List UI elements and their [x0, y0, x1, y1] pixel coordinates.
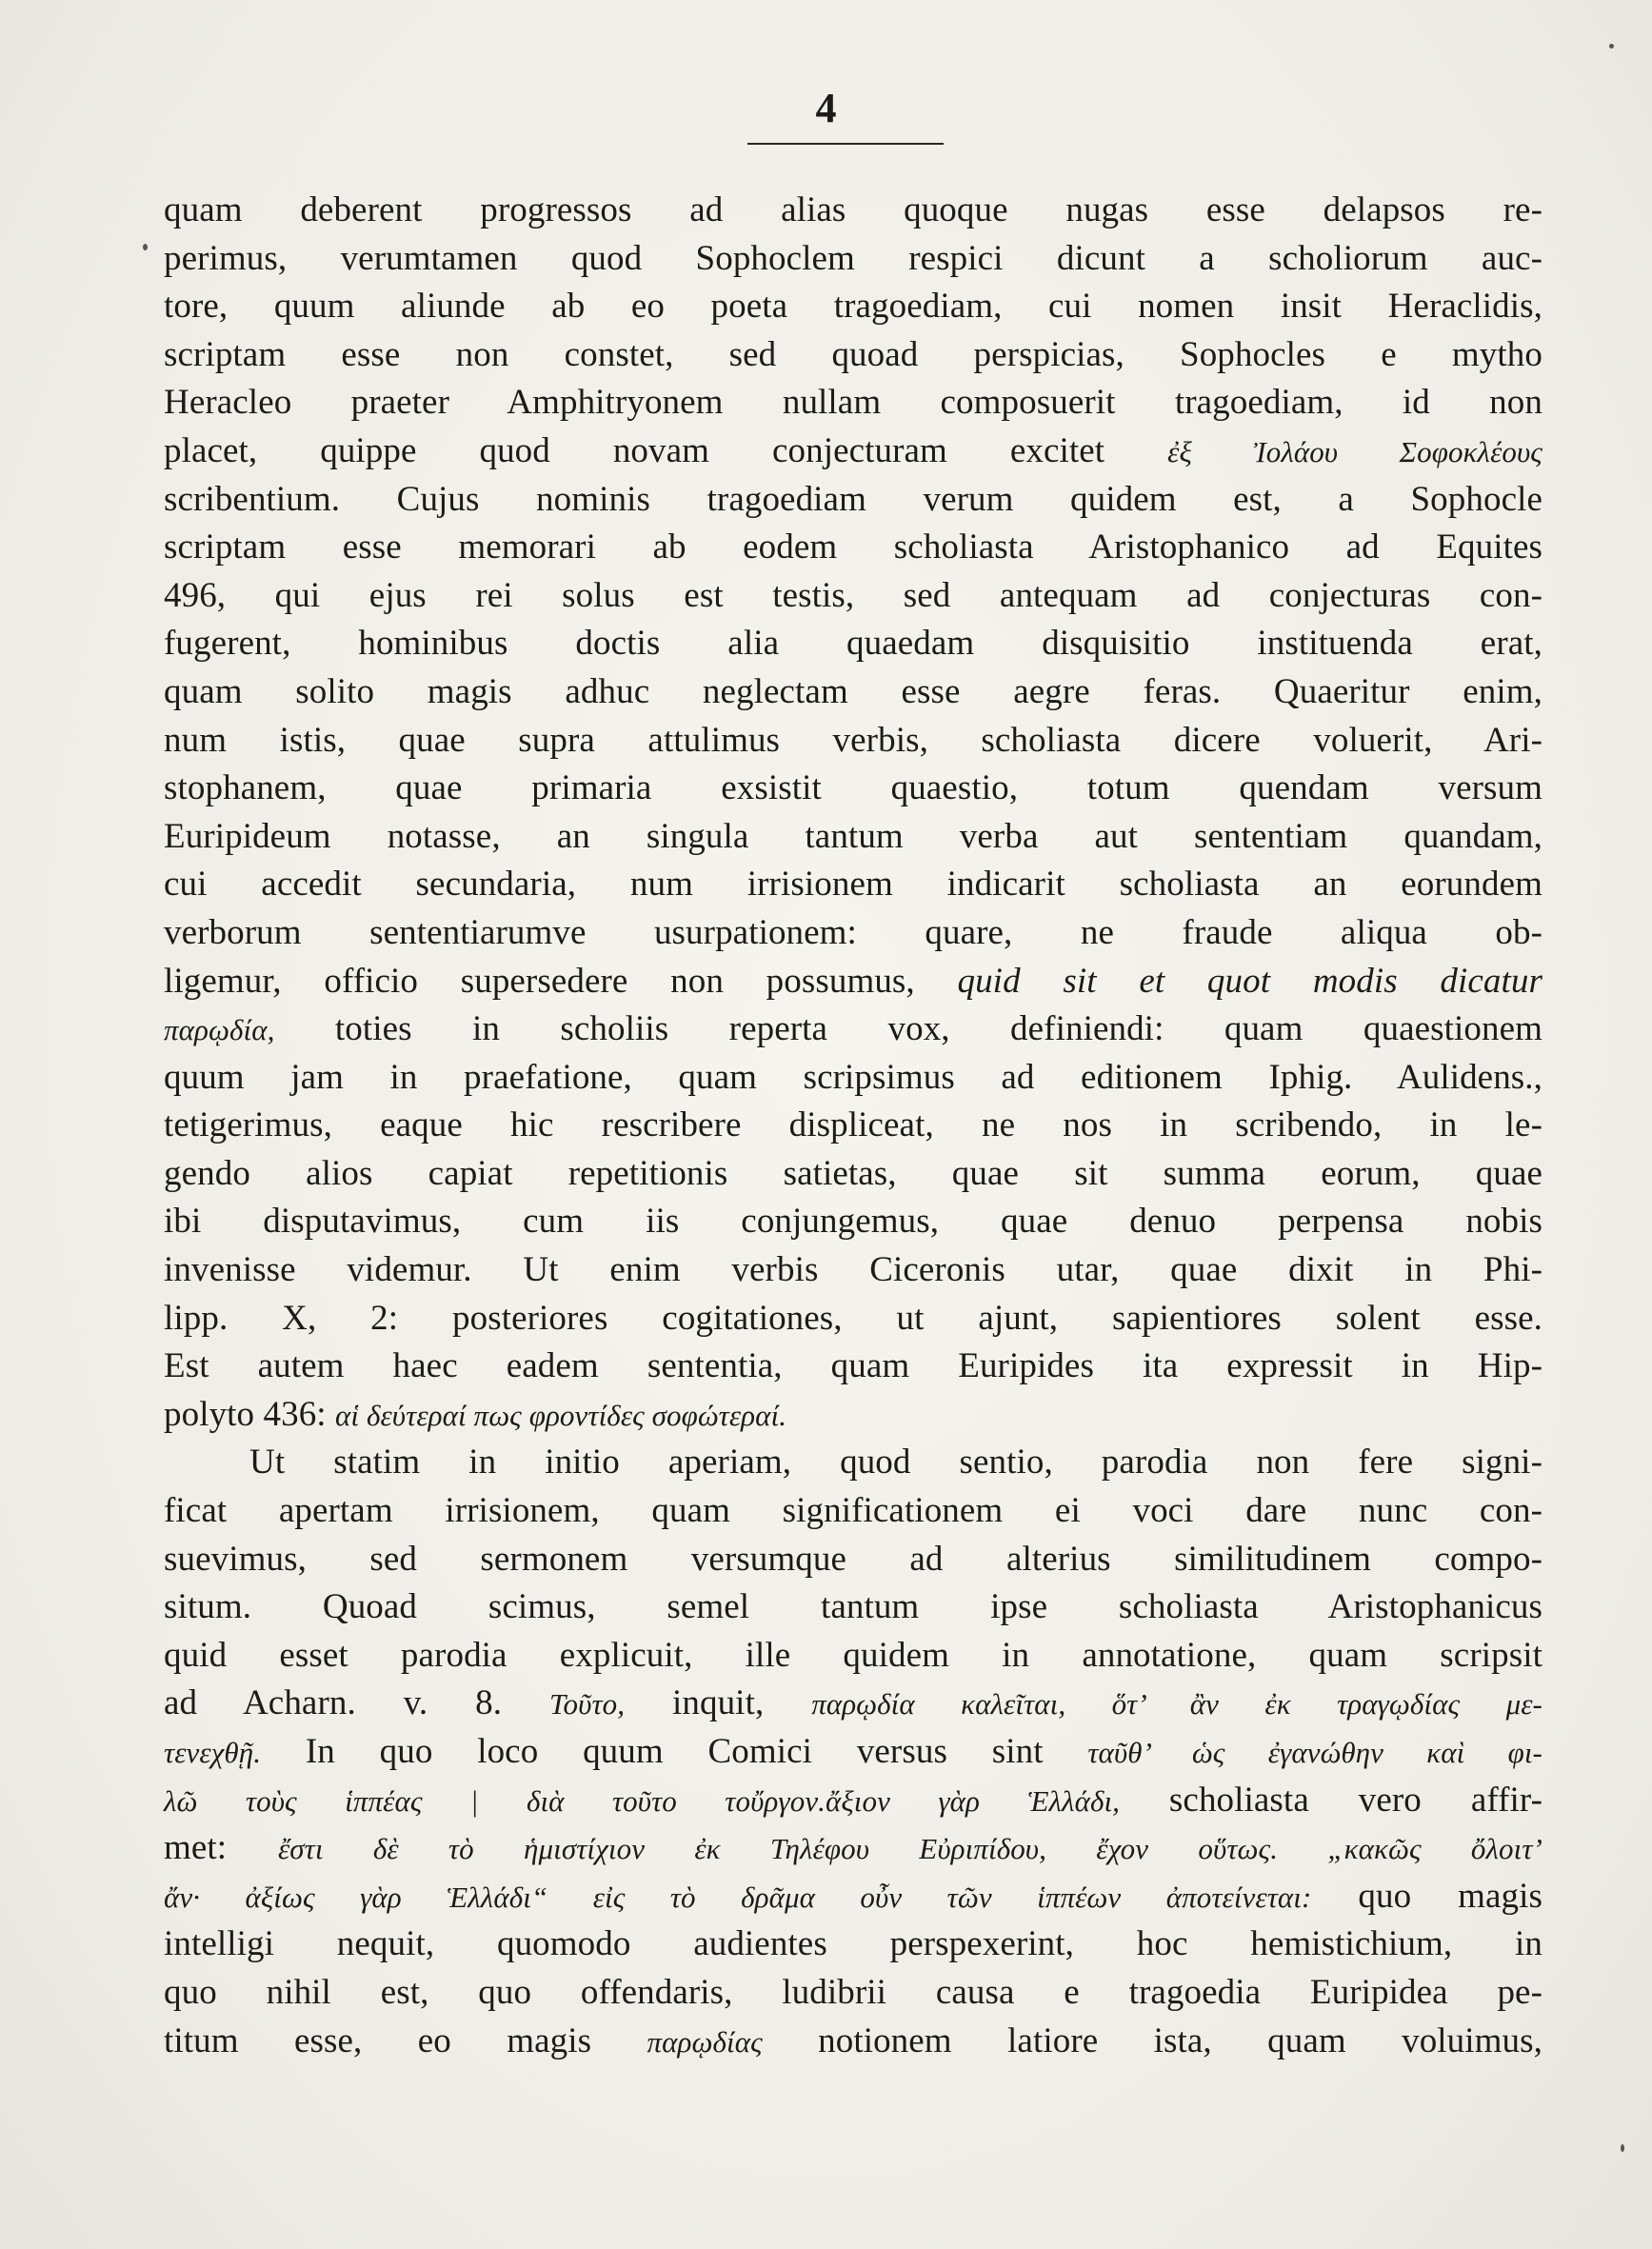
text-line — [164, 187, 1543, 235]
text-line — [164, 1246, 1543, 1295]
latin-text: ibi disputavimus, cum iis conjungemus, quae denuo perpensa nobis — [164, 1202, 1543, 1242]
greek-quotation: Τοῦτο, — [549, 1687, 626, 1722]
text-line — [164, 1343, 1543, 1391]
latin-text: invenisse videmur. Ut enim verbis Ciceronis utar, quae dixit in Phi- — [164, 1250, 1543, 1290]
latin-text: fugerent, hominibus doctis alia quaedam disquisitio instituenda erat, — [164, 624, 1543, 664]
latin-text: cui accedit secundaria, num irrisionem indicarit scholiasta an eorundem — [164, 865, 1543, 905]
text-line — [164, 1439, 1543, 1487]
text-line — [164, 1005, 1543, 1054]
italic-phrase: quid sit et quot modis dicatur — [957, 961, 1543, 1001]
greek-quotation: τενεχθῇ. — [164, 1736, 262, 1769]
latin-text: perimus, verumtamen quod Sophoclem respici dicunt a scholiorum auc- — [164, 238, 1543, 278]
text-line — [164, 2018, 1543, 2066]
text-line — [164, 235, 1543, 284]
greek-quotation: παρῳδία καλεῖται, ὅτ’ ἂν ἐκ τραγῳδίας με- — [811, 1687, 1543, 1722]
print-speck — [143, 244, 148, 250]
text-line — [164, 1728, 1543, 1777]
latin-text: quam deberent progressos ad alias quoque nugas esse delapsos re- — [164, 190, 1543, 229]
text-line — [164, 1150, 1543, 1199]
text-line — [164, 379, 1543, 428]
text-line — [164, 1391, 1543, 1440]
latin-text: scriptam esse non constet, sed quoad perspicias, Sophocles e mytho — [164, 334, 1543, 374]
text-line — [164, 958, 1543, 1006]
text-line — [164, 331, 1543, 380]
latin-text: Euripideum notasse, an singula tantum verba aut sententiam quandam, — [164, 816, 1543, 856]
text-line — [164, 1487, 1543, 1536]
text-line — [164, 476, 1543, 525]
text-line — [164, 1824, 1543, 1873]
latin-text: tore, quum aliunde ab eo poeta tragoediam, cui nomen insit Heraclidis, — [164, 287, 1543, 327]
greek-quotation: παρῳδία, — [164, 1013, 275, 1047]
text-line — [164, 765, 1543, 813]
greek-quotation: ἐξ Ἰολάου Σοφοκλέους — [1167, 434, 1543, 468]
greek-quotation: ἄν· ἀξίως γὰρ Ἑλλάδι“ εἰς τὸ δρᾶμα οὖν τῶν ἱππέων ἀποτείνεται: — [164, 1880, 1312, 1914]
latin-text: scriptam esse memorari ab eodem scholiasta Aristophanico ad Equites — [164, 527, 1543, 567]
text-line — [164, 1054, 1543, 1103]
paragraph-1 — [164, 187, 1543, 1439]
latin-text: placet, quippe quod novam conjecturam excitet — [164, 430, 1168, 470]
text-line — [164, 1583, 1543, 1632]
text-line — [164, 620, 1543, 668]
print-speck — [1621, 2144, 1624, 2152]
latin-text: polyto 436: — [164, 1394, 336, 1434]
text-line — [164, 572, 1543, 621]
latin-text: inquit, — [625, 1683, 812, 1723]
latin-text: num istis, quae supra attulimus verbis, scholiasta dicere voluerit, Ari- — [164, 720, 1543, 760]
text-line — [164, 1680, 1543, 1728]
text-line — [164, 428, 1543, 476]
latin-text: toties in scholiis reperta vox, definiendi: quam quaestionem — [274, 1009, 1543, 1049]
text-line — [164, 1198, 1543, 1246]
latin-text: scholiasta vero affir- — [1120, 1780, 1543, 1820]
latin-text: titum esse, eo magis — [164, 2020, 647, 2060]
greek-quotation: ταῦθ’ ὡς ἐγανώθην καὶ φι- — [1087, 1736, 1543, 1769]
text-line — [164, 1921, 1543, 1969]
latin-text: In quo loco quum Comici versus sint — [261, 1732, 1088, 1771]
latin-text: ligemur, officio supersedere non possumus, — [164, 961, 958, 1001]
latin-text: ficat apertam irrisionem, quam significationem ei voci dare nunc con- — [164, 1491, 1543, 1531]
text-line — [164, 1536, 1543, 1584]
text-line — [164, 1295, 1543, 1343]
latin-text: lipp. X, 2: posteriores cogitationes, ut ajunt, sapientiores solent esse. — [164, 1298, 1543, 1338]
latin-text: gendo alios capiat repetitionis satietas, quae sit summa eorum, quae — [164, 1153, 1543, 1193]
greek-quotation: αἱ δεύτεραί πως φροντίδες σοφώτεραί. — [335, 1398, 787, 1432]
greek-quotation: λῶ τοὺς ἱππέας | διὰ τοῦτο τοὔργον.ἄξιον γὰρ Ἑλλάδι, — [164, 1783, 1121, 1818]
text-line — [164, 717, 1543, 766]
latin-text: Ut statim in initio aperiam, quod sentio, parodia non fere signi- — [249, 1443, 1543, 1483]
latin-text: Heracleo praeter Amphitryonem nullam composuerit tragoediam, id non — [164, 383, 1543, 423]
body-text — [164, 187, 1543, 2065]
latin-text: stophanem, quae primaria exsistit quaestio, totum quendam versum — [164, 768, 1543, 808]
paragraph-2 — [164, 1439, 1543, 2065]
text-line — [164, 668, 1543, 717]
latin-text: Est autem haec eadem sententia, quam Euripides ita expressit in Hip- — [164, 1346, 1543, 1386]
text-line — [164, 1873, 1543, 1921]
text-line — [164, 1102, 1543, 1150]
latin-text: situm. Quoad scimus, semel tantum ipse scholiasta Aristophanicus — [164, 1587, 1543, 1627]
latin-text: verborum sententiarumve usurpationem: quare, ne fraude aliqua ob- — [164, 912, 1543, 952]
text-line — [164, 1632, 1543, 1681]
latin-text: tetigerimus, eaque hic rescribere displiceat, ne nos in scribendo, in le- — [164, 1105, 1543, 1145]
latin-text: scribentium. Cujus nominis tragoediam verum quidem est, a Sophocle — [164, 479, 1543, 519]
latin-text: 496, qui ejus rei solus est testis, sed antequam ad conjecturas con- — [164, 575, 1543, 615]
print-speck — [1609, 44, 1614, 49]
latin-text: met: — [164, 1828, 278, 1868]
latin-text: quid esset parodia explicuit, ille quidem in annotatione, quam scripsit — [164, 1635, 1543, 1675]
text-line — [164, 524, 1543, 572]
text-line — [164, 861, 1543, 909]
latin-text: quum jam in praefatione, quam scripsimus ad editionem Iphig. Aulidens., — [164, 1057, 1543, 1097]
text-line — [164, 813, 1543, 862]
greek-quotation: ἔστι δὲ τὸ ἡμιστίχιον ἐκ Τηλέφου Εὐριπίδου, ἔχον οὕτως. „κακῶς ὄλοιτ’ — [277, 1832, 1543, 1866]
text-line — [164, 1969, 1543, 2018]
greek-quotation: παρῳδίας — [647, 2024, 763, 2059]
text-line — [164, 1777, 1543, 1825]
header-rule — [747, 143, 944, 145]
page-number: 4 — [815, 85, 837, 131]
text-line — [164, 283, 1543, 331]
text-line — [164, 909, 1543, 958]
latin-text: ad Acharn. v. 8. — [164, 1683, 549, 1723]
latin-text: intelligi nequit, quomodo audientes perspexerint, hoc hemistichium, in — [164, 1924, 1543, 1964]
latin-text: quo magis — [1311, 1876, 1543, 1916]
latin-text: notionem latiore ista, quam voluimus, — [762, 2020, 1543, 2060]
latin-text: suevimus, sed sermonem versumque ad alterius similitudinem compo- — [164, 1539, 1543, 1579]
latin-text: quam solito magis adhuc neglectam esse aegre feras. Quaeritur enim, — [164, 671, 1543, 711]
latin-text: quo nihil est, quo offendaris, ludibrii causa e tragoedia Euripidea pe- — [164, 1972, 1543, 2012]
